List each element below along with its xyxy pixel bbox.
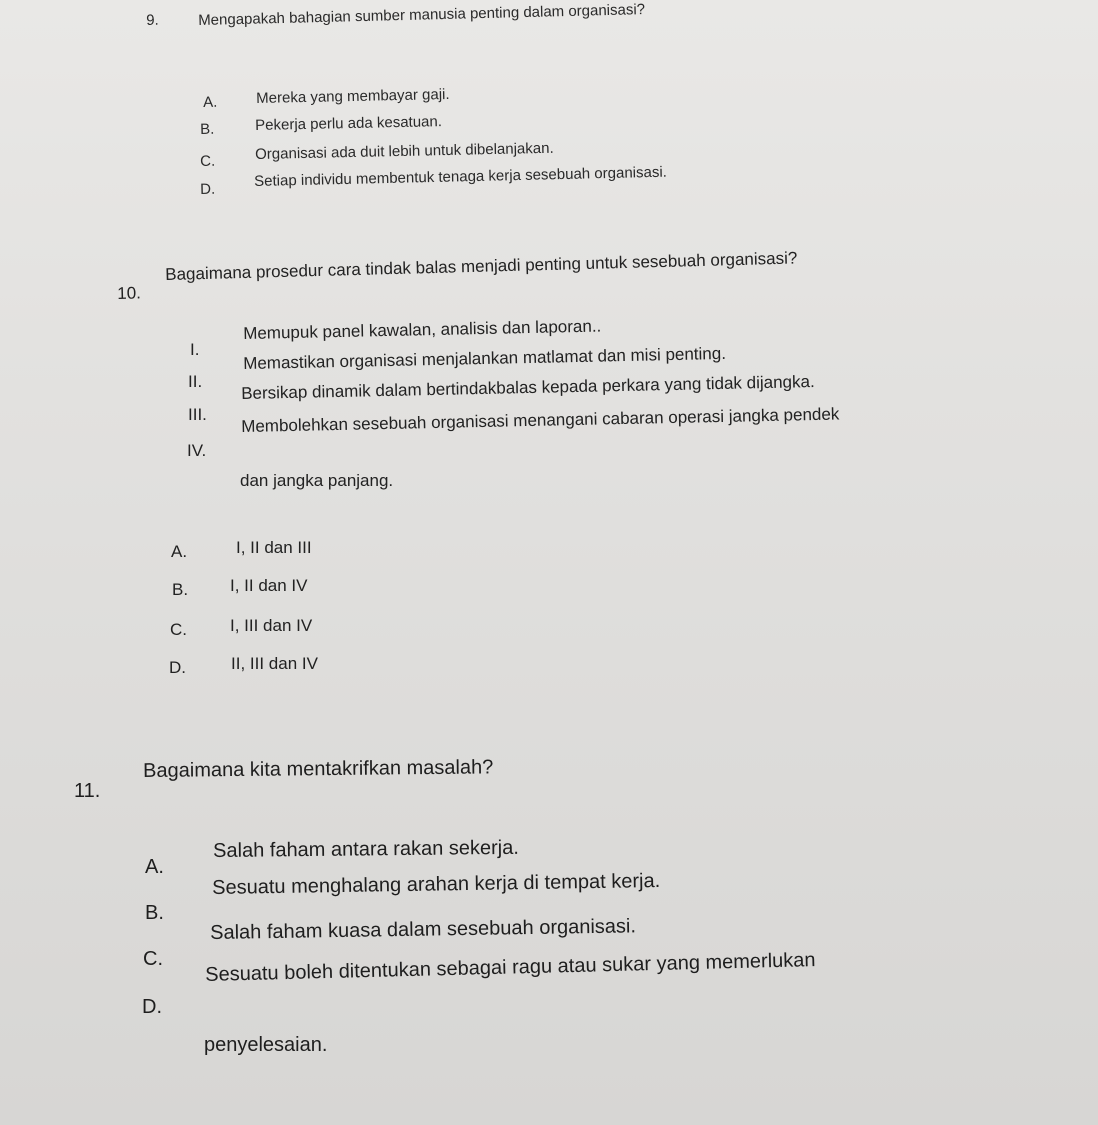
option-text: II, III dan IV [231, 654, 318, 673]
statement-text: Memupuk panel kawalan, analisis dan laporan.. [243, 316, 602, 343]
option-label: B. [172, 580, 189, 599]
statement-continuation: dan jangka panjang. [240, 471, 394, 490]
option-label: B. [145, 902, 164, 924]
option-text: Salah faham antara rakan sekerja. [213, 836, 519, 862]
option-label: C. [143, 948, 163, 970]
question-number: 9. [146, 11, 159, 29]
statement-text: Memastikan organisasi menjalankan matlamat dan misi penting. [243, 343, 727, 373]
option-label: C. [170, 620, 187, 639]
option-text: Mereka yang membayar gaji. [256, 85, 450, 107]
statement-label: II. [188, 372, 203, 391]
option-label: B. [200, 120, 215, 138]
option-label: A. [145, 856, 164, 878]
option-text: Organisasi ada duit lebih untuk dibelanjakan. [255, 139, 554, 163]
statement-label: I. [190, 340, 200, 359]
option-text: Salah faham kuasa dalam sesebuah organisasi. [210, 915, 637, 944]
option-label: C. [200, 152, 216, 170]
statement-label: III. [188, 405, 207, 424]
option-label: A. [203, 93, 218, 111]
option-text: Sesuatu menghalang arahan kerja di tempat kerja. [212, 869, 661, 899]
question-text: Bagaimana prosedur cara tindak balas menjadi penting untuk sesebuah organisasi? [165, 248, 798, 284]
option-text: I, II dan IV [230, 576, 308, 595]
question-number: 11. [74, 780, 101, 802]
option-text: Sesuatu boleh ditentukan sebagai ragu atau sukar yang memerlukan [205, 949, 816, 986]
option-label: D. [169, 658, 186, 677]
question-number: 10. [117, 283, 142, 303]
option-continuation: penyelesaian. [204, 1034, 328, 1056]
option-label: D. [142, 996, 162, 1018]
option-text: Setiap individu membentuk tenaga kerja sesebuah organisasi. [254, 163, 668, 190]
option-label: D. [200, 180, 216, 198]
option-text: I, III dan IV [230, 616, 313, 635]
statement-label: IV. [187, 441, 207, 460]
option-label: A. [171, 542, 188, 561]
statement-text: Bersikap dinamik dalam bertindakbalas kepada perkara yang tidak dijangka. [241, 371, 815, 403]
option-text: I, II dan III [236, 538, 312, 557]
option-text: Pekerja perlu ada kesatuan. [255, 113, 443, 134]
question-text: Bagaimana kita mentakrifkan masalah? [143, 756, 494, 782]
question-9 [146, 12, 159, 29]
statement-text: Membolehkan sesebuah organisasi menangani cabaran operasi jangka pendek [241, 404, 840, 436]
question-text: Mengapakah bahagian sumber manusia penting dalam organisasi? [198, 1, 646, 29]
